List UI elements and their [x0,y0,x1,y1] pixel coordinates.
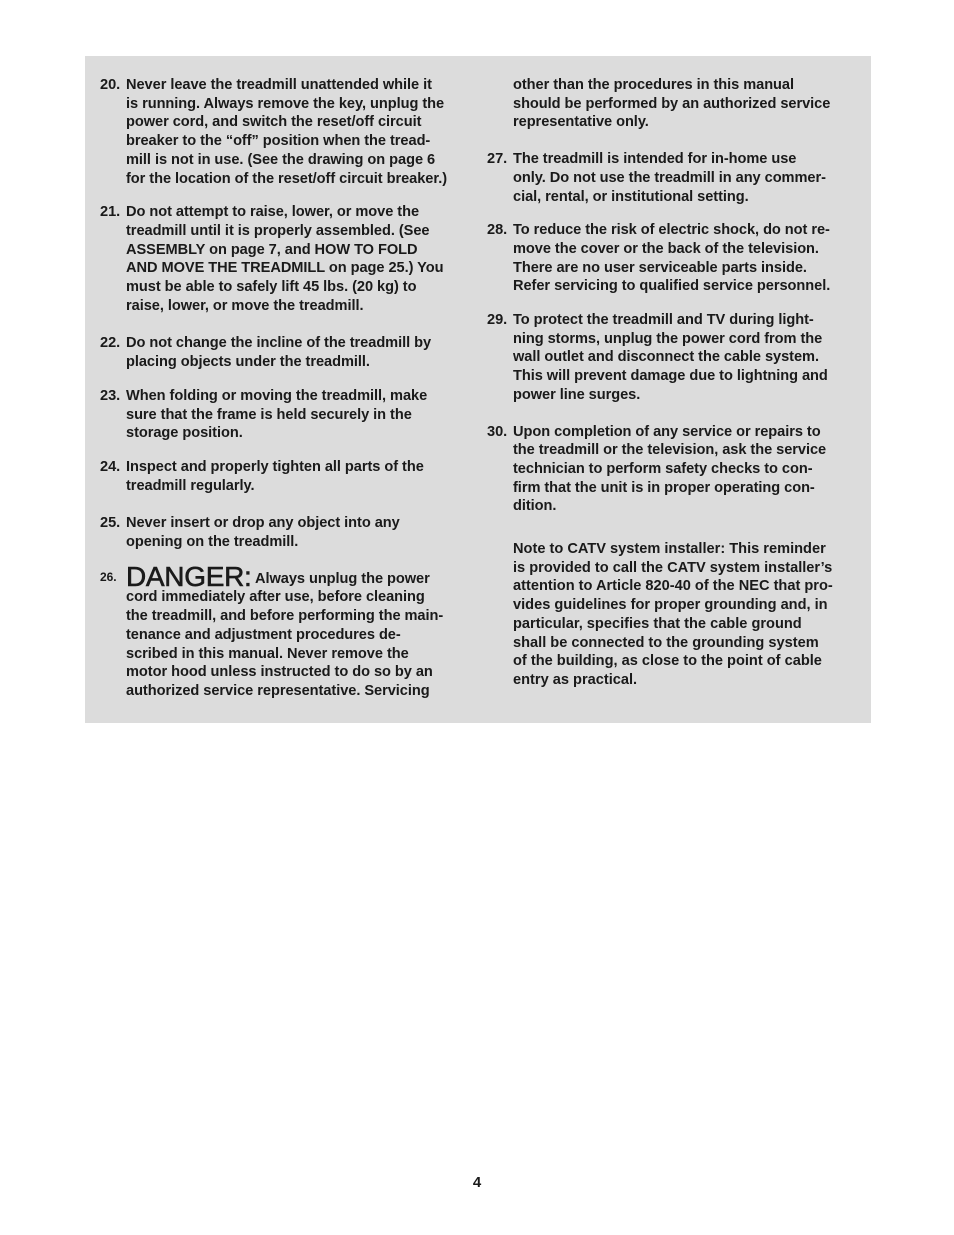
item-text [126,203,472,315]
text-line: dition. [513,498,557,515]
text-line: cord immediately after use, before cleaning [126,589,425,606]
text-line: motor hood unless instructed to do so by an [126,664,433,681]
item-text [126,334,472,371]
text-line: Always unplug the power [254,570,430,587]
text-line: ning storms, unplug the power cord from the [513,330,823,347]
text-line: only. Do not use the treadmill in any commer- [513,169,826,186]
text-line: Do not attempt to raise, lower, or move the [126,204,420,221]
text-line: treadmill until it is properly assembled. (See [126,222,430,239]
item-text [126,387,472,443]
text-line: opening on the treadmill. [126,534,299,551]
text-line: This will prevent damage due to lightning and [513,368,828,385]
safety-item-20 [100,76,472,188]
safety-item-26-danger [100,560,472,701]
text-line: is running. Always remove the key, unplug the [126,95,445,112]
catv-installer-note [487,540,859,690]
text-line: Never insert or drop any object into any [126,515,400,532]
text-line: storage position. [126,425,243,442]
text-line: When folding or moving the treadmill, make [126,387,428,404]
text-line: the treadmill or the television, ask the service [513,442,827,459]
item-text [513,150,859,206]
text-line: particular, specifies that the cable ground [513,615,802,632]
text-line: attention to Article 820-40 of the NEC that pro- [513,578,833,595]
text-line: entry as practical. [513,671,638,688]
text-line: To reduce the risk of electric shock, do not re- [513,222,830,239]
text-line: sure that the frame is held securely in the [126,406,412,423]
text-line: The treadmill is intended for in-home use [513,151,797,168]
item-text [126,560,472,701]
item-number: 24. [100,458,121,475]
text-line: the treadmill, and before performing the main- [126,608,444,625]
safety-item-25 [100,514,472,551]
item-text [513,221,859,296]
item-number: 27. [487,151,508,168]
text-line: tenance and adjustment procedures de- [126,626,401,643]
text-line: breaker to the “off” position when the tread- [126,133,431,150]
text-line: authorized service representative. Servicing [126,682,430,699]
text-line: for the location of the reset/off circuit breaker.) [126,170,448,187]
safety-item-23 [100,387,472,443]
item-number: 28. [487,222,508,239]
item-number: 25. [100,515,121,532]
item-number: 30. [487,423,508,440]
text-line: must be able to safely lift 45 lbs. (20 kg) to [126,279,417,296]
item-text [513,423,859,517]
safety-item-21 [100,203,472,315]
text-line: AND MOVE THE TREADMILL on page 25.) You [126,260,444,277]
text-line: of the building, as close to the point of cable [513,653,822,670]
text-line: vides guidelines for proper grounding and, in [513,597,828,614]
text-line: move the cover or the back of the television. [513,240,819,257]
text-line: Never leave the treadmill unattended while it [126,77,432,93]
text-line: cial, rental, or institutional setting. [513,188,749,205]
item-number: 23. [100,387,121,404]
item-text [513,76,859,132]
safety-item-28 [487,221,859,296]
text-line: wall outlet and disconnect the cable system. [513,349,819,366]
danger-first-line [126,560,472,592]
safety-panel [85,56,871,723]
safety-item-30 [487,423,859,517]
danger-number: 26. [100,569,117,584]
text-line: treadmill regularly. [126,477,255,494]
text-line: power cord, and switch the reset/off circuit [126,114,422,131]
item-number: 29. [487,312,508,329]
item-text [126,76,472,188]
item-number [100,565,126,701]
text-line: Do not change the incline of the treadmill by [126,335,432,352]
text-line: There are no user serviceable parts inside. [513,259,807,276]
safety-item-29 [487,311,859,405]
text-line: scribed in this manual. Never remove the [126,645,409,662]
item-number-spacer [487,76,513,132]
item-text [126,458,472,495]
item-number: 20. [100,77,121,93]
safety-item-24 [100,458,472,495]
text-line: technician to perform safety checks to con- [513,460,813,477]
safety-item-22 [100,334,472,371]
text-line: Upon completion of any service or repairs to [513,423,821,440]
item-text [126,514,472,551]
text-line: power line surges. [513,386,641,403]
right-column [487,76,859,690]
text-line: other than the procedures in this manual [513,77,794,93]
text-line: representative only. [513,114,649,131]
text-line: is provided to call the CATV system installer’s [513,559,833,576]
text-line: raise, lower, or move the treadmill. [126,297,364,314]
text-line: firm that the unit is in proper operating con- [513,479,815,496]
left-column [100,76,472,701]
text-line: Refer servicing to qualified service personnel. [513,278,831,295]
item-text [513,311,859,405]
text-line: should be performed by an authorized service [513,95,831,112]
item-number: 21. [100,204,121,221]
text-line: Note to CATV system installer: This reminder [513,541,826,558]
text-line: ASSEMBLY on page 7, and HOW TO FOLD [126,241,418,258]
text-line: To protect the treadmill and TV during light- [513,312,814,329]
text-line: mill is not in use. (See the drawing on page 6 [126,151,436,168]
safety-item-27 [487,150,859,206]
danger-word: DANGER: [126,560,252,592]
text-line: shall be connected to the grounding system [513,634,819,651]
page-number: 4 [472,1174,482,1191]
item-number: 22. [100,335,121,352]
text-line: Inspect and properly tighten all parts of the [126,458,424,475]
text-line: placing objects under the treadmill. [126,354,370,371]
safety-item-26-continued [487,76,859,132]
